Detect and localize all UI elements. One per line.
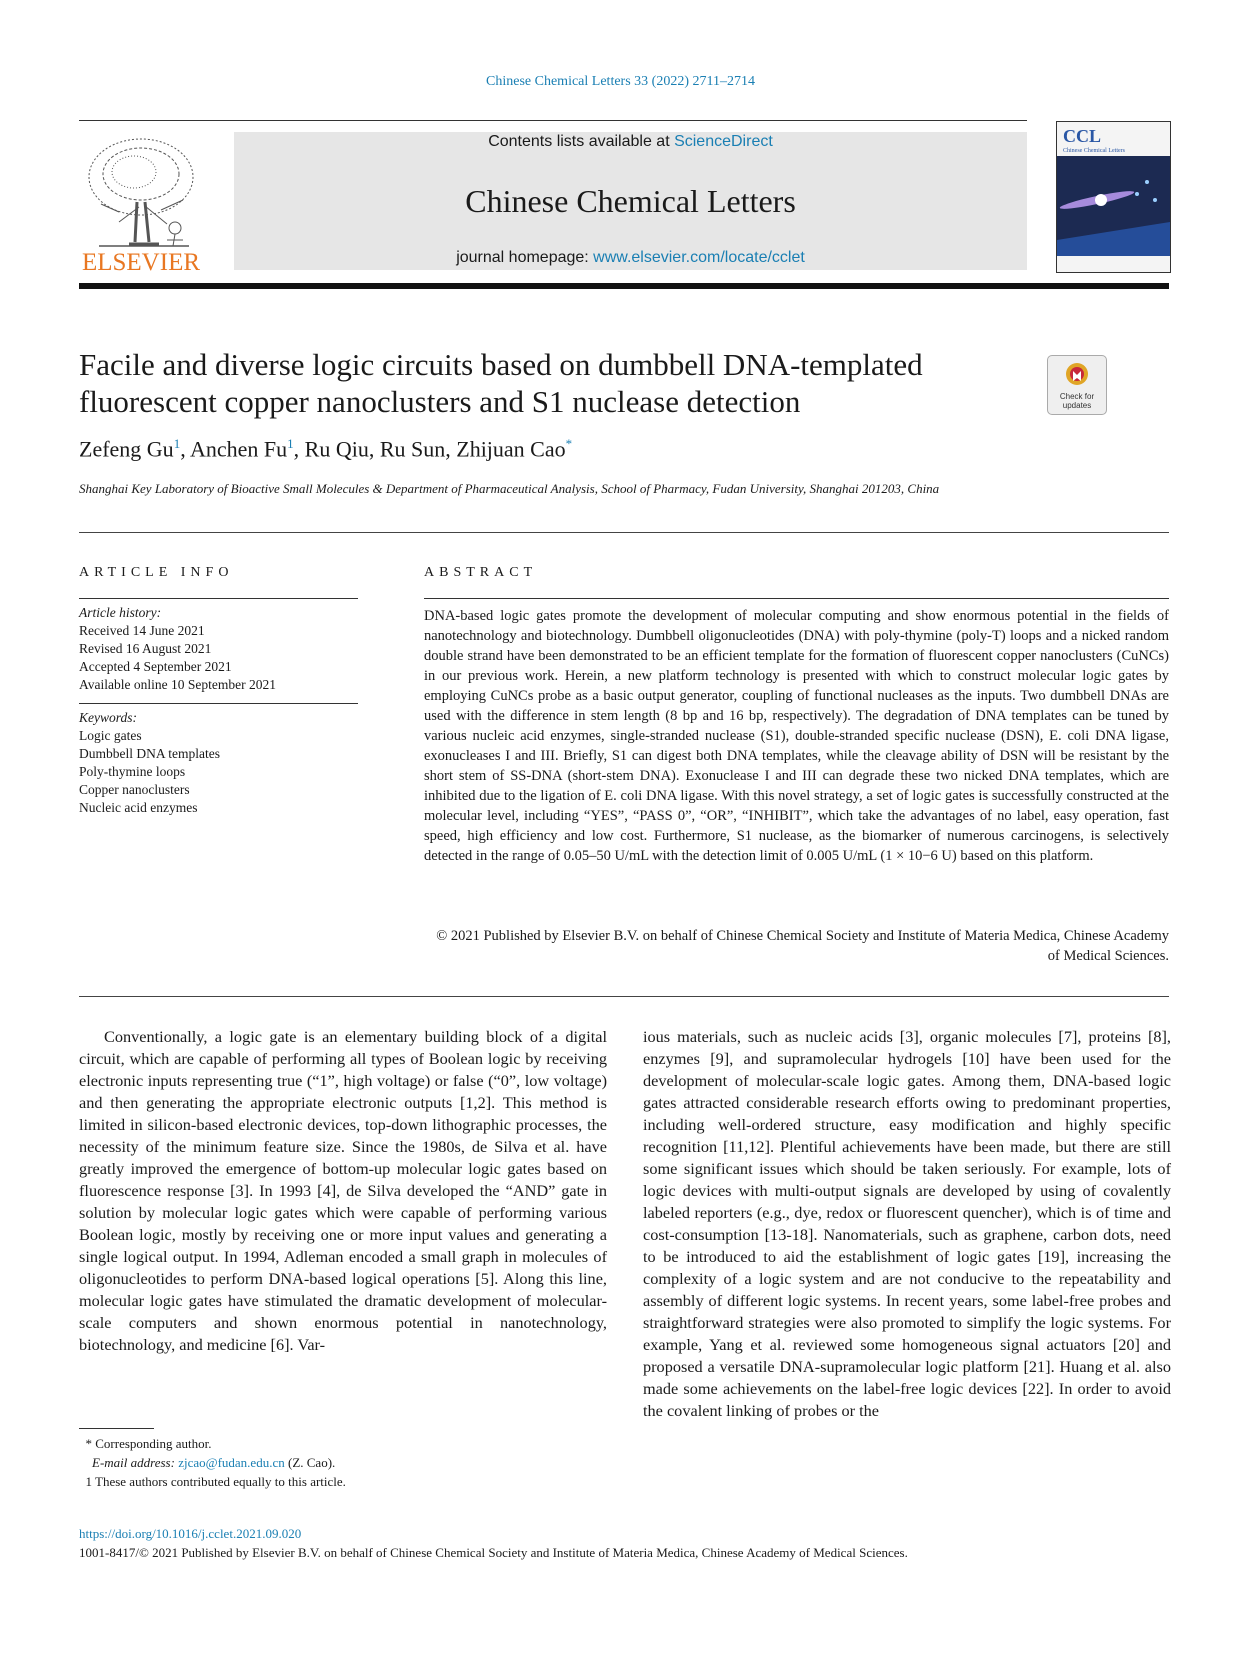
author-name: Anchen Fu [189, 436, 288, 462]
sciencedirect-link[interactable]: ScienceDirect [674, 133, 773, 150]
abstract-text: DNA-based logic gates promote the development of molecular computing and show enormous potential in the fields of nanotechnology and biotechnology. Dumbbell oligonucleotides (DNA) with poly-thymine (poly-T) loops and a nicked random double strand have been demonstrated to be an efficient template for the formation of fluorescent copper nanoclusters (CuNCs) in our previous work. Herein, a new platform technology is presented with which to construct molecular logic gates by employing CuNCs probe as a basic output generator, coupling of functional nucleases as the inputs. Two dumbbell DNAs are used with the difference in stem length (8 bp and 16 bp, respectively). The degradation of DNA templates can be tuned by various nucleic acid enzymes, single-stranded nuclease (S1), double-stranded specific nuclease (DSN), E. coli DNA ligase, exonucleases I and III. Briefly, S1 can digest both DNA templates, while the cleavage ability of DSN will be resistant by the short stem of SS-DNA (short-stem DNA). Exonuclease I and III can degrade these two nicked DNA templates, which are inhibited due to the ligation of E. coli DNA ligase. With this novel strategy, a set of logic gates is successfully constructed at the molecular level, including “YES”, “PASS 0”, “OR”, “INHIBIT”, which take the advantages of no label, easy operation, fast speed, high efficiency and low cost. Furthermore, S1 nuclease, as the biomarker of numerous carcinogens, is selectively detected in the range of 0.05–50 U/mL with the detection limit of 0.005 U/mL (1 × 10−6 U) based on this platform. [424, 608, 1169, 864]
footnote-corresponding: * Corresponding author. [79, 1436, 212, 1451]
keyword-item: Nucleic acid enzymes [79, 800, 198, 815]
keywords-rule [79, 703, 358, 704]
author-name: Ru Qiu [304, 436, 369, 462]
contents-line: Contents lists available at ScienceDirect [488, 133, 773, 150]
history-online: Available online 10 September 2021 [79, 677, 276, 692]
keywords-label: Keywords: [79, 710, 137, 725]
doi-link[interactable]: https://doi.org/10.1016/j.cclet.2021.09.020 [79, 1526, 302, 1541]
article-title: Facile and diverse logic circuits based on dumbbell DNA-templated fluorescent copper nanoclusters and S1 nuclease detection [79, 347, 923, 419]
svg-text:Chinese Chemical Letters: Chinese Chemical Letters [1063, 148, 1125, 154]
svg-text:Check for: Check for [1059, 392, 1095, 401]
history-revised: Revised 16 August 2021 [79, 641, 212, 656]
history-accepted: Accepted 4 September 2021 [79, 659, 232, 674]
abstract-copyright: © 2021 Published by Elsevier B.V. on behalf of Chinese Chemical Society and Institute of Materia Medica, Chinese Academy of Medical Sciences. [436, 928, 1169, 964]
author-footnote-mark[interactable]: 1 [287, 436, 294, 451]
article-info-rule [79, 598, 358, 599]
header-rule [79, 120, 1027, 121]
author-name: Zefeng Gu [79, 436, 174, 462]
history-label: Article history: [79, 605, 162, 620]
author-list [79, 436, 572, 462]
elsevier-logo [79, 132, 204, 274]
masthead-rule [79, 283, 1169, 289]
abstract-rule [424, 598, 1169, 599]
article-history [79, 604, 276, 694]
affiliation: Shanghai Key Laboratory of Bioactive Small Molecules & Department of Pharmaceutical Analysis, School of Pharmacy, Fudan University, Shanghai 201203, China [79, 481, 940, 496]
footnote-rule [79, 1428, 154, 1429]
footnote-equal: 1 These authors contributed equally to this article. [79, 1474, 346, 1489]
author-separator: , [445, 436, 457, 462]
check-for-updates-button[interactable] [1047, 355, 1107, 415]
svg-text:ELSEVIER: ELSEVIER [81, 249, 201, 274]
journal-title: Chinese Chemical Letters [465, 183, 796, 219]
author-separator: , [293, 436, 305, 462]
email-link[interactable]: zjcao@fudan.edu.cn [178, 1455, 285, 1470]
keywords [79, 709, 220, 817]
footnote-email: E-mail address: zjcao@fudan.edu.cn (Z. Cao). [92, 1455, 336, 1470]
homepage-link[interactable]: www.elsevier.com/locate/cclet [593, 249, 805, 266]
author-separator: , [180, 436, 190, 462]
author-name: Zhijuan Cao [456, 436, 566, 462]
tree-logo-icon [79, 132, 204, 274]
section-rule [79, 532, 1169, 533]
keyword-item: Copper nanoclusters [79, 782, 190, 797]
issn-copyright: 1001-8417/© 2021 Published by Elsevier B.V. on behalf of Chinese Chemical Society and Institute of Materia Medica, Chinese Academy of Medical Sciences. [79, 1545, 908, 1560]
svg-text:updates: updates [1062, 401, 1092, 410]
keyword-item: Poly-thymine loops [79, 764, 186, 779]
keyword-item: Dumbbell DNA templates [79, 746, 220, 761]
homepage-line: journal homepage: www.elsevier.com/locate/cclet [456, 249, 805, 266]
journal-reference[interactable]: Chinese Chemical Letters 33 (2022) 2711–2714 [486, 74, 755, 89]
body-paragraph: ious materials, such as nucleic acids [3], organic molecules [7], proteins [8], enzymes [9], and supramolecular hydrogels [10] have been used for the development of molecular-scale logic gates. Among them, DNA-based logic gates attracted considerable research efforts owing to predominant properties, including well-ordered structure, easy modification and highly specific recognition [11,12]. Plentiful achievements have been made, but there are still some significant issues which should be taken seriously. For example, lots of logic devices with multi-output signals are developed by using of covalently labeled reporters (e.g., dye, redox or fluorescent quencher), which is of time and cost-consumption [13-18]. Nanomaterials, such as graphene, carbon dots, need to be introduced to aid the establishment of logic gates [19], increasing the complexity of a logic system and are not conducive to the repeatability and assembly of different logic systems. In recent years, some label-free probes and straightforward strategies were also promoted to simplify the logic systems. For example, Yang et al. reviewed some homogeneous signal actuators [20] and proposed a versatile DNA-supramolecular logic platform [21]. Huang et al. also made some achievements on the label-free logic devices [22]. In order to avoid the covalent linking of probes or the [643, 1027, 1171, 1420]
abstract-heading: ABSTRACT [424, 565, 538, 580]
section-rule [79, 996, 1169, 997]
keyword-item: Logic gates [79, 728, 142, 743]
body-column-right [643, 1026, 1171, 1422]
author-separator: , [368, 436, 380, 462]
author-name: Ru Sun [379, 436, 446, 462]
author-footnote-mark[interactable]: * [565, 436, 573, 451]
article-info-heading: ARTICLE INFO [79, 565, 234, 580]
history-received: Received 14 June 2021 [79, 623, 205, 638]
author-footnote-mark[interactable]: 1 [173, 436, 181, 451]
body-column-left [79, 1026, 607, 1356]
body-paragraph: Conventionally, a logic gate is an elementary building block of a digital circuit, which are capable of performing all types of Boolean logic by receiving electronic inputs representing true (“1”, high voltage) or false (“0”, low voltage) and then generating the appropriate electronic outputs [1,2]. This method is limited in silicon-based electronic devices, top-down lithographic processes, the necessity of the minimum feature size. Since the 1980s, de Silva et al. have greatly improved the emergence of bottom-up molecular logic gates based on fluorescence response [3]. In 1993 [4], de Silva developed the “AND” gate in solution by molecular logic gates which were capable of performing various Boolean logic, mostly by receiving one or more input values and generating a single logical output. In 1994, Adleman encoded a small graph in molecules of oligonucleotides to perform DNA-based logical operations [5]. Along this line, molecular logic gates have stimulated the dramatic development of molecular-scale computers and shown enormous potential in nanotechnology, biotechnology, and medicine [6]. Var- [79, 1027, 607, 1354]
journal-cover-image [1056, 121, 1171, 273]
footnotes [79, 1434, 346, 1491]
svg-text:CCL: CCL [1063, 126, 1102, 146]
